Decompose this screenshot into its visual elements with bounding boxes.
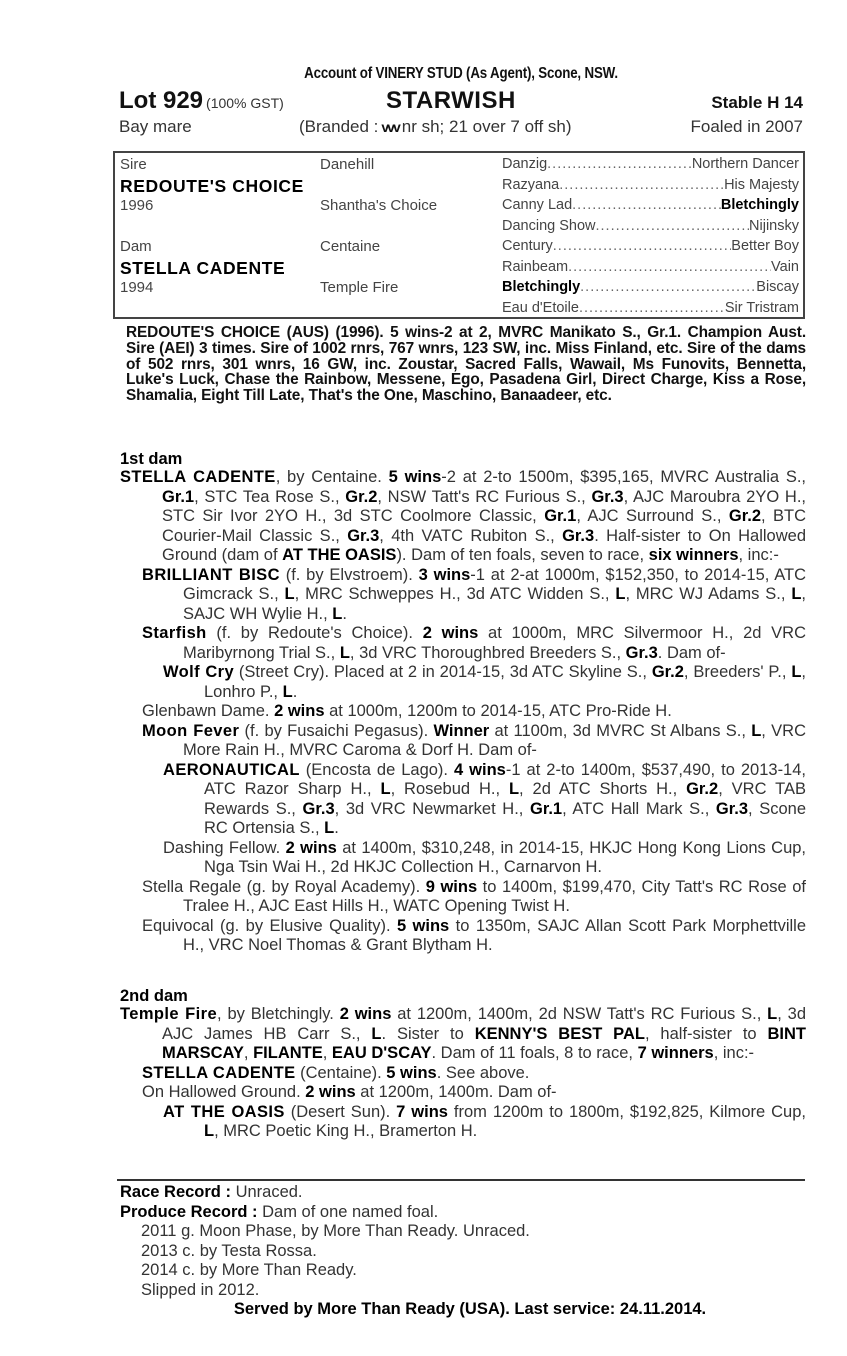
highlight-text: Gr.2 [686, 780, 719, 798]
family-entry [120, 624, 806, 663]
entry-text: to 1350m, SAJC Allan Scott Park Morphettville H., VRC Noel Thomas & Grant Blytham H. [183, 916, 806, 954]
ancestor-sire-name: His Majesty [724, 176, 799, 193]
entry-text: at 1000m, MRC Silvermoor H., 2d VRC Maribyrnong Trial S., [183, 624, 807, 662]
entry-text: , 4th VATC Rubiton S., [379, 526, 563, 545]
entry-text: On Hallowed Ground. [142, 1083, 306, 1101]
entry-text: -1 at 2-at 1000m, $152,350, to 2014-15, ATC Gimcrack S., [183, 565, 806, 603]
pedigree-row [502, 298, 799, 319]
entry-text: , 3d VRC Thoroughbred Breeders S., [349, 643, 626, 662]
brand-prefix: (Branded : [299, 117, 379, 136]
dam-sire: Centaine [320, 238, 381, 255]
horse-name: Temple Fire [120, 1005, 218, 1023]
spacer [320, 258, 500, 279]
highlight-text: Gr.3 [625, 643, 658, 662]
highlight-text: L [380, 780, 391, 798]
entry-text: , 3d AJC James HB Carr S., [162, 1005, 807, 1043]
entry-text: from 1200m to 1800m, $192,825, Kilmore Cup, [447, 1102, 806, 1121]
entry-text: at 1100m, 3d MVRC St Albans S., [489, 721, 752, 740]
entry-text: , VRC More Rain H., MVRC Caroma & Dorf H. Dam of- [183, 721, 806, 759]
leader-dots [596, 216, 750, 237]
entry-text: at 1200m, 1400m, 2d NSW Tatt's RC Furious S., [391, 1005, 768, 1023]
pedigree-row [502, 154, 799, 175]
entry-text: , SAJC WH Wylie H., [183, 585, 806, 623]
horse-name: AT THE OASIS [163, 1102, 285, 1121]
entry-text: Dashing Fellow. [163, 838, 286, 857]
highlight-text: L [508, 780, 520, 798]
highlight-text: L [324, 819, 335, 837]
family-entry [120, 839, 806, 878]
race-record-value: Unraced. [235, 1183, 303, 1201]
spacer [320, 217, 500, 238]
highlight-text: 2 wins [339, 1005, 392, 1023]
dam-dam: Temple Fire [320, 279, 399, 296]
entry-text: , 3d VRC Newmarket H., [334, 799, 530, 818]
foal-item: 2011 g. Moon Phase, by More Than Ready. Unraced. [141, 1222, 530, 1240]
highlight-text: L [371, 1024, 382, 1043]
pedigree-row [502, 195, 799, 216]
pedigree-row [502, 216, 799, 237]
leader-dots [580, 277, 756, 298]
horse-sex-colour: Bay mare [119, 117, 192, 136]
entry-text: at 1400m, $310,248, in 2014-15, HKJC Hong Kong Lions Cup, Nga Tsin Wai H., 2d HKJC Collection H., Carnarvon H. [204, 838, 807, 876]
ancestor-name: Bletchingly [502, 279, 581, 295]
entry-text: , Rosebud H., [390, 780, 509, 798]
horse-name: BRILLIANT BISC [142, 565, 280, 584]
entry-text: , Lonhro P., [204, 663, 806, 701]
produce-record [120, 1203, 810, 1223]
highlight-text: Gr.3 [302, 799, 335, 818]
highlight-text: 7 wins [396, 1102, 448, 1121]
entry-text: (Street Cry). Placed at 2 in 2014-15, 3d ATC Skyline S., [234, 663, 652, 681]
highlight-text: Gr.1 [544, 507, 577, 525]
first-dam-section [120, 450, 806, 956]
sire-name: REDOUTE'S CHOICE [120, 175, 304, 196]
ancestor-sire-name: Better Boy [731, 238, 799, 254]
brand-suffix: nr sh; 21 over 7 off sh) [401, 117, 572, 136]
entry-text: , MRC Schweppes H., 3d ATC Widden S., [294, 585, 616, 603]
ancestor-sire-name: Bletchingly [720, 197, 799, 213]
entry-text: , BTC Courier-Mail Classic S., [162, 507, 807, 545]
entry-text: . Dam of- [657, 643, 726, 662]
highlight-text: Gr.2 [728, 507, 761, 525]
highlight-text: Gr.2 [651, 663, 684, 681]
family-entry [120, 702, 806, 722]
entry-text: at 1000m, 1200m to 2014-15, ATC Pro-Ride H. [324, 702, 672, 720]
highlight-text: L [791, 585, 802, 603]
second-dam-title: 2nd dam [120, 987, 188, 1005]
entry-text: . See above. [436, 1063, 530, 1082]
horse-name: STELLA CADENTE [142, 1063, 296, 1082]
entry-text: , ATC Hall Mark S., [562, 799, 716, 818]
sire-summary: REDOUTE'S CHOICE (AUS) (1996). 5 wins-2 at 2, MVRC Manikato S., Gr.1. Champion Aust. Sire (AEI) 3 times. Sire of 1002 rnrs, 767 wnrs, 123 SW, inc. Miss Finland, etc. Sire of the dams of 502 rnrs, 301 wnrs, 16 GW, inc. Zoustar, Sacred Falls, Wawail, Ms Funovits, Bennetta, Luke's Luck, Chase the Rainbow, Messene, Ego, Pasadena Girl, Direct Charge, Kiss a Rose, Shamalia, Eight Till Late, That's the One, Maschino, Banaadeer, etc. [126, 324, 806, 405]
pedigree-parents [120, 155, 320, 299]
highlight-text: Gr.3 [591, 487, 624, 506]
entry-text: at 1200m, 1400m. Dam of- [355, 1083, 557, 1101]
entry-text: , MRC WJ Adams S., [625, 585, 792, 603]
service-info: Served by More Than Ready (USA). Last service: 24.11.2014. [233, 1300, 707, 1318]
highlight-text: EAU D'SCAY [331, 1044, 432, 1062]
ancestor-name: Canny Lad [502, 197, 573, 213]
ancestor-sire-name: Sir Tristram [724, 299, 799, 316]
highlight-text: L [751, 721, 762, 740]
family-entry [120, 663, 806, 702]
family-entry [120, 468, 806, 566]
ancestor-name: Razyana [502, 176, 560, 193]
highlight-text: KENNY'S BEST PAL [474, 1024, 645, 1043]
first-dam-entries [120, 468, 806, 956]
highlight-text: L [332, 604, 343, 623]
entry-text: . [342, 604, 347, 623]
leader-dots [553, 236, 732, 257]
entry-text: , AJC Maroubra 2YO H., STC Sir Ivor 2YO H., 3d STC Coolmore Classic, [162, 487, 806, 525]
family-entry [120, 761, 806, 839]
highlight-text: BINT MARSCAY [162, 1024, 806, 1062]
family-entry [120, 1083, 806, 1103]
ancestor-name: Rainbeam [502, 258, 569, 275]
ancestor-sire-name: Northern Dancer [691, 156, 799, 172]
foaled-year: Foaled in 2007 [690, 117, 803, 136]
brand-info [299, 117, 572, 137]
entry-text: Stella Regale (g. by Royal Academy). [142, 877, 426, 896]
family-entry [120, 722, 806, 761]
leader-dots [572, 195, 721, 216]
highlight-text: 7 winners [637, 1044, 714, 1062]
vendor-account: Account of VINERY STUD (As Agent), Scone, NSW. [304, 65, 618, 82]
second-dam-section [120, 987, 806, 1142]
spacer [120, 217, 320, 238]
highlight-text: six winners [648, 546, 739, 564]
ancestor-sire-name: Biscay [756, 279, 799, 295]
leader-dots [579, 298, 725, 319]
entry-text: . Sister to [381, 1024, 475, 1043]
entry-text: ). Dam of ten foals, seven to race, [396, 546, 649, 564]
horse-name: STELLA CADENTE [120, 468, 276, 486]
produce-record-label: Produce Record : [120, 1202, 258, 1221]
horse-name: STARWISH [386, 87, 516, 114]
race-record-label: Race Record : [120, 1183, 231, 1201]
entry-text: , MRC Poetic King H., Bramerton H. [214, 1122, 478, 1140]
second-dam-entries [120, 1005, 806, 1142]
leader-dots [547, 154, 692, 175]
highlight-text: L [282, 682, 293, 701]
entry-text: , Breeders' P., [683, 663, 792, 681]
entry-text: , [243, 1044, 254, 1062]
dam-label: Dam [120, 238, 152, 255]
highlight-text: L [284, 585, 295, 603]
entry-text: (f. by Fusaichi Pegasus). [239, 721, 434, 740]
leader-dots [568, 257, 771, 278]
pedigree-grandparents [320, 155, 500, 299]
leader-dots [559, 175, 724, 196]
horse-description [119, 117, 809, 139]
race-record [120, 1183, 810, 1203]
highlight-text: 5 wins [396, 916, 450, 935]
entry-text: . [334, 819, 339, 837]
gst-note: (100% GST) [206, 95, 284, 111]
entry-text: , by Centaine. [275, 468, 389, 486]
lot-number [119, 86, 284, 118]
highlight-text: FILANTE [253, 1044, 323, 1062]
family-entry [120, 1064, 806, 1084]
lot-header [119, 86, 809, 116]
highlight-text: Gr.1 [162, 487, 195, 506]
entry-text: , [322, 1044, 332, 1062]
records-section [120, 1183, 810, 1320]
pedigree-row [502, 277, 799, 298]
pedigree-box [113, 151, 805, 319]
family-entry [120, 878, 806, 917]
highlight-text: L [767, 1005, 778, 1023]
family-entry [120, 566, 806, 625]
ancestor-sire-name: Nijinsky [749, 217, 799, 234]
sire-year: 1996 [120, 197, 154, 214]
highlight-text: 5 wins [386, 1063, 437, 1082]
highlight-text: AT THE OASIS [282, 546, 397, 564]
sire-label: Sire [120, 156, 147, 173]
family-entry [120, 1103, 806, 1142]
ancestor-name: Dancing Show [502, 217, 596, 234]
foal-item: 2014 c. by More Than Ready. [141, 1261, 357, 1279]
dam-year: 1994 [120, 279, 154, 296]
ancestor-name: Century [502, 238, 553, 254]
highlight-text: L [791, 663, 802, 681]
highlight-text: L [339, 643, 350, 662]
highlight-text: 2 wins [285, 838, 337, 857]
ancestor-name: Eau d'Etoile [502, 299, 579, 316]
entry-text: , by Bletchingly. [217, 1005, 340, 1023]
highlight-text: Gr.1 [530, 799, 563, 818]
sire-dam: Shantha's Choice [320, 197, 438, 214]
entry-text: . Dam of 11 foals, 8 to race, [431, 1044, 638, 1062]
family-entry [120, 917, 806, 956]
ancestor-sire-name: Vain [771, 258, 799, 275]
entry-text: , AJC Surround S., [576, 507, 729, 525]
entry-text: (f. by Elvstroem). [279, 565, 419, 584]
highlight-text: 3 wins [418, 565, 471, 584]
foal-item: 2013 c. by Testa Rossa. [141, 1241, 317, 1260]
stable-location: Stable H 14 [711, 93, 803, 112]
entry-text: Equivocal (g. by Elusive Quality). [142, 916, 397, 935]
entry-text: -1 at 2-to 1400m, $537,490, to 2013-14, ATC Razor Sharp H., [204, 760, 806, 798]
entry-text: . [292, 682, 298, 701]
pedigree-row [502, 236, 799, 257]
entry-text: (Encosta de Lago). [299, 760, 455, 779]
entry-text: , NSW Tatt's RC Furious S., [377, 487, 592, 506]
highlight-text: 2 wins [274, 702, 325, 720]
dam-name: STELLA CADENTE [120, 257, 286, 278]
family-entry [120, 1005, 806, 1064]
highlight-text: L [615, 585, 626, 603]
brand-mark-icon: vvv [381, 119, 399, 135]
entry-text: Glenbawn Dame. [142, 702, 275, 720]
pedigree-row [502, 257, 799, 278]
ancestor-name: Danzig [502, 156, 548, 172]
lot-label: Lot 929 [119, 87, 204, 114]
entry-text: , STC Tea Rose S., [194, 487, 346, 506]
entry-text: . Half-sister to On Hallowed Ground (dam of [162, 526, 806, 564]
entry-text: , inc:- [738, 546, 779, 564]
highlight-text: Gr.3 [562, 526, 595, 545]
produce-record-value: Dam of one named foal. [262, 1202, 439, 1221]
highlight-text: L [204, 1122, 215, 1140]
entry-text: , Scone RC Ortensia S., [204, 799, 806, 837]
highlight-text: 2 wins [305, 1083, 356, 1101]
foal-item: Slipped in 2012. [141, 1280, 260, 1299]
entry-text: , VRC TAB Rewards S., [204, 780, 806, 818]
highlight-text: 9 wins [425, 877, 478, 896]
horse-name: Starfish [142, 624, 207, 642]
entry-text: (f. by Redoute's Choice). [206, 624, 423, 642]
entry-text: , inc:- [713, 1044, 755, 1062]
highlight-text: Gr.2 [345, 487, 378, 506]
horse-name: AERONAUTICAL [163, 760, 300, 779]
highlight-text: 5 wins [388, 468, 442, 486]
highlight-text: 2 wins [422, 624, 479, 642]
pedigree-row [502, 175, 799, 196]
spacer [320, 176, 500, 197]
entry-text: (Centaine). [295, 1063, 387, 1082]
entry-text: to 1400m, $199,470, City Tatt's RC Rose of Tralee H., AJC East Hills H., WATC Opening Twist H. [183, 877, 806, 915]
entry-text: (Desert Sun). [284, 1102, 397, 1121]
horse-name: Wolf Cry [163, 663, 235, 681]
highlight-text: Gr.3 [715, 799, 749, 818]
first-dam-title: 1st dam [120, 450, 183, 468]
highlight-text: 4 wins [454, 760, 506, 779]
section-divider [117, 1179, 805, 1181]
entry-text: , 2d ATC Shorts H., [519, 780, 687, 798]
pedigree-great-grandparents [502, 154, 799, 318]
highlight-text: Winner [433, 721, 490, 740]
entry-text: , half-sister to [644, 1024, 768, 1043]
entry-text: -2 at 2-to 1500m, $395,165, MVRC Australia S., [441, 468, 806, 486]
sire-sire: Danehill [320, 156, 375, 173]
horse-name: Moon Fever [142, 721, 240, 740]
highlight-text: Gr.3 [347, 526, 380, 545]
